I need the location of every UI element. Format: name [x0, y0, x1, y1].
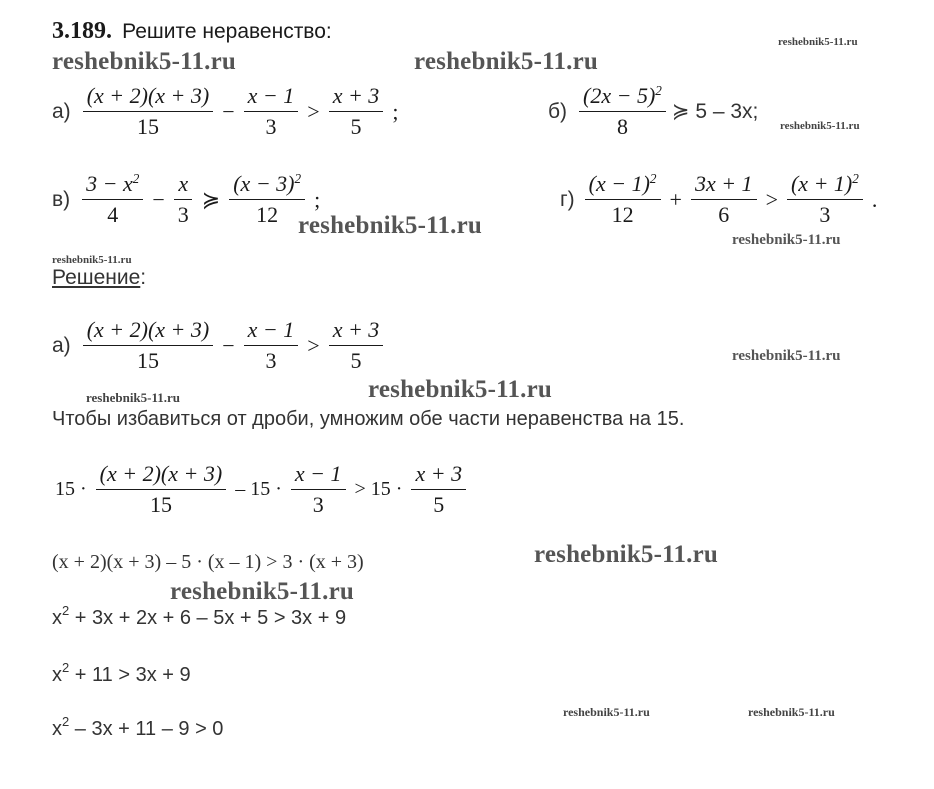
problem-label: г)	[560, 187, 575, 211]
fraction: $\frac{(x + 2)(x + 3)}{15}$	[83, 318, 214, 373]
watermark: reshebnik5-11.ru	[52, 48, 237, 75]
fraction: $\frac{(x + 1)^2}{3}$	[787, 172, 863, 227]
solution-line-5: $x^2 - 3x + 11 - 9 > 0$	[52, 714, 224, 740]
fraction: $\frac{(x + 2)(x + 3)}{15}$	[83, 84, 214, 139]
problem-g: г) $\frac{(x - 1)^2}{12}$ + $\frac{3x + 1}{6}$ > $\frac{(x + 1)^2}{3}$ .	[560, 171, 878, 228]
solution-heading: Решение:	[52, 266, 147, 289]
fraction: $\frac{x + 3}{5}$	[329, 318, 384, 373]
watermark: reshebnik5-11.ru	[534, 541, 719, 568]
fraction: $\frac{x - 1}{3}$	[244, 84, 299, 139]
watermark: reshebnik5-11.ru	[778, 36, 858, 48]
fraction: $\frac{x + 3}{5}$	[411, 462, 466, 517]
fraction: $\frac{x + 3}{5}$	[329, 84, 384, 139]
solution-step-1: 15 · $\frac{(x + 2)(x + 3)}{15}$ – 15 · $\frac{x - 1}{3}$ > 15 · $\frac{x + 3}{5}$	[52, 462, 472, 517]
watermark: reshebnik5-11.ru	[368, 376, 553, 403]
fraction: $\frac{x - 1}{3}$	[291, 462, 346, 517]
problem-header	[52, 18, 332, 45]
problem-label: б)	[548, 99, 568, 123]
solution-explanation: Чтобы избавиться от дроби, умножим обе части неравенства на 15.	[52, 408, 685, 430]
watermark: reshebnik5-11.ru	[732, 232, 841, 248]
fraction: $\frac{3 - x^2}{4}$	[82, 172, 143, 227]
problem-label: а)	[52, 99, 71, 123]
solution-line-4: $x^2 + 11 > 3x + 9$	[52, 660, 191, 686]
fraction: $\frac{x}{3}$	[174, 172, 193, 227]
watermark: reshebnik5-11.ru	[732, 348, 841, 364]
fraction: $\frac{x - 1}{3}$	[244, 318, 299, 373]
problem-label: в)	[52, 187, 71, 211]
watermark: reshebnik5-11.ru	[748, 705, 835, 719]
problem-v: в) $\frac{3 - x^2}{4}$ − $\frac{x}{3}$ ≽ $\frac{(x - 3)^2}{12}$ ;	[52, 171, 321, 228]
solution-line-3: $x^2 + 3x + 2x + 6 - 5x + 5 > 3x + 9$	[52, 603, 347, 629]
fraction: $\frac{(2x - 5)^2}{8}$	[579, 84, 666, 139]
watermark: reshebnik5-11.ru	[563, 705, 650, 719]
solution-line-2: (x + 2)(x + 3) – 5 · (x – 1) > 3 · (x + 3)	[52, 551, 364, 573]
watermark: reshebnik5-11.ru	[298, 212, 483, 239]
watermark: reshebnik5-11.ru	[86, 390, 181, 405]
watermark: reshebnik5-11.ru	[780, 120, 860, 132]
watermark: reshebnik5-11.ru	[170, 578, 355, 605]
fraction: $\frac{3x + 1}{6}$	[691, 172, 757, 227]
solution-problem-a: а) $\frac{(x + 2)(x + 3)}{15}$ − $\frac{x - 1}{3}$ > $\frac{x + 3}{5}$	[52, 318, 389, 373]
fraction: $\frac{(x - 3)^2}{12}$	[229, 172, 305, 227]
problem-a: а) $\frac{(x + 2)(x + 3)}{15}$ − $\frac{x - 1}{3}$ > $\frac{x + 3}{5}$ ;	[52, 83, 399, 140]
watermark: reshebnik5-11.ru	[414, 48, 599, 75]
fraction: $\frac{(x - 1)^2}{12}$	[585, 172, 661, 227]
fraction: $\frac{(x + 2)(x + 3)}{15}$	[96, 462, 227, 517]
problem-b: б) $\frac{(2x - 5)^2}{8}$ ≽ 5 – 3x;	[548, 83, 759, 140]
problem-task: Решите неравенство:	[122, 20, 332, 43]
problem-number: 3.189.	[52, 18, 112, 44]
watermark: reshebnik5-11.ru	[52, 254, 132, 266]
